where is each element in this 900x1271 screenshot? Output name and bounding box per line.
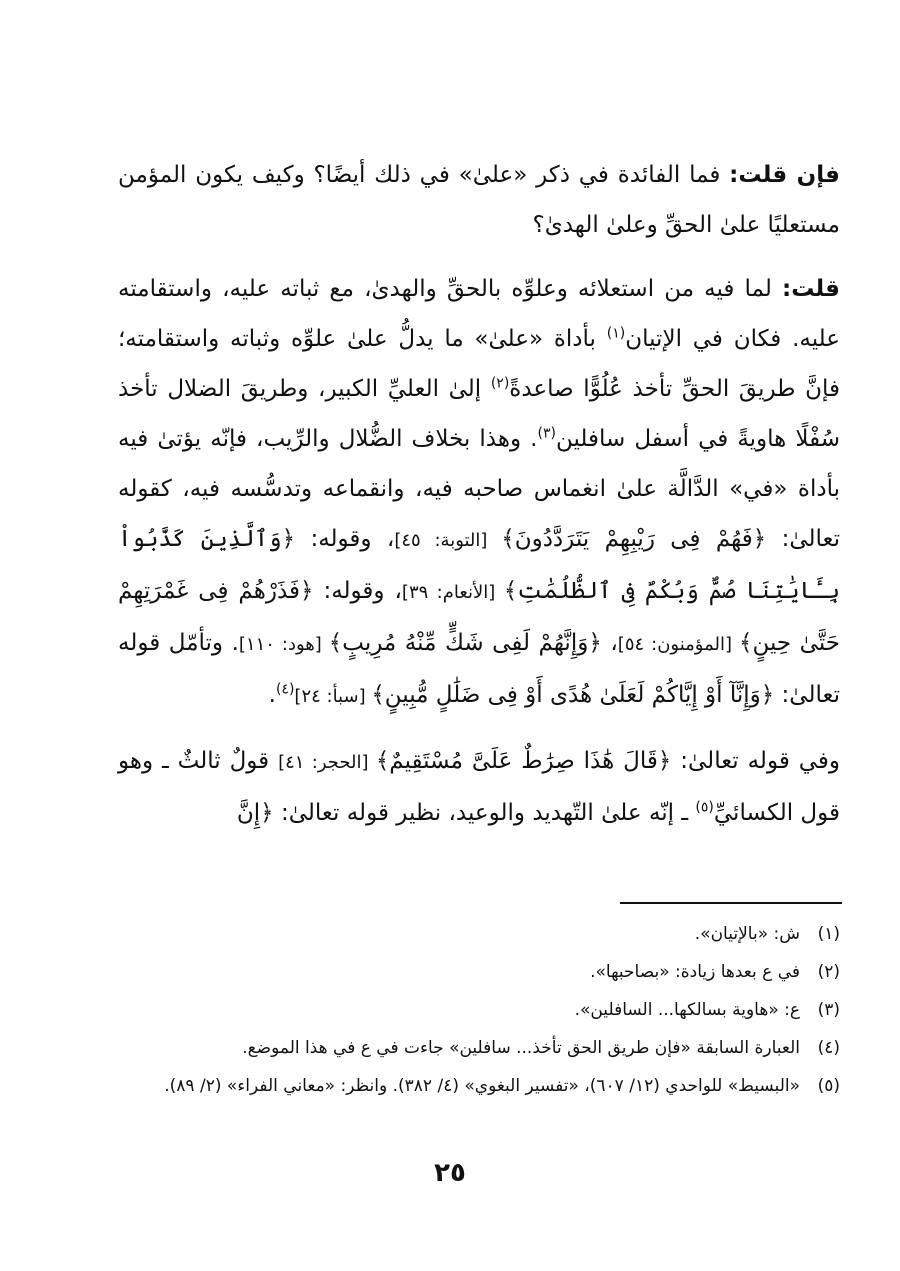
quran-verse: ﴿وَٱلَّذِينَ كَذَّبُواْ بِـَٔايَٰتِنَا صُمٌّ وَبُكْمٌ فِى ٱلظُّلُمَٰتِ﴾ bbox=[118, 526, 841, 604]
verse-reference: [الأنعام: ٣٩] bbox=[401, 582, 504, 603]
paragraph-text: بأداة «علىٰ» ما يدلُّ علىٰ علوِّه وثباته واستقامته؛ فإنَّ طريقَ الحقِّ تأخذ عُلُوًّا صاعدةً bbox=[118, 326, 840, 402]
paragraph-third-opinion bbox=[118, 736, 840, 838]
footnote-text: ع: «هاوية بسالكها... السافلين». bbox=[574, 1000, 800, 1020]
verse-reference: [سبأ: ٢٤] bbox=[294, 686, 372, 707]
footnote-number: (٣) bbox=[817, 1000, 840, 1020]
footnote-item bbox=[118, 915, 840, 953]
footnote-item bbox=[118, 1067, 840, 1105]
paragraph-text: ـ إنّه علىٰ التّهديد والوعيد، نظير قوله تعالىٰ: bbox=[273, 800, 696, 826]
footnotes bbox=[118, 915, 840, 1105]
paragraph-text: فما الفائدة في ذكر «علىٰ» في ذلك أيضًا؟ وكيف يكون المؤمن مستعليًا علىٰ الحقِّ وعلىٰ الهدىٰ؟ bbox=[118, 162, 840, 238]
quran-verse: ﴿وَإِنَّهُمْ لَفِى شَكٍّ مِّنْهُ مُرِيبٍ﴾ bbox=[328, 630, 602, 656]
footnote-number: (١) bbox=[817, 924, 840, 944]
footnote-number: (٢) bbox=[817, 962, 840, 982]
paragraph-text: . وتأمّل قوله تعالىٰ: bbox=[118, 630, 840, 708]
page-number: ٢٥ bbox=[434, 1158, 466, 1188]
paragraph-text: قولٌ ثالثٌ ـ وهو قول الكسائيِّ bbox=[118, 748, 840, 826]
footnote-marker: (٥) bbox=[695, 799, 714, 816]
footnote-text: ش: «بالإتيان». bbox=[694, 924, 800, 944]
paragraph-answer bbox=[118, 264, 840, 722]
paragraph-text: . وهذا بخلاف الضُّلال والرِّيب، فإنّه يؤتىٰ فيه بأداة «في» الدَّالَّة علىٰ انغماس صاحبه فيه، وانقماعه وتدسُّسه فيه، كقوله تعالىٰ: bbox=[118, 426, 841, 552]
paragraph-question bbox=[118, 150, 840, 250]
quran-verse: ﴿فَهُمْ فِى رَيْبِهِمْ يَتَرَدَّدُونَ﴾ bbox=[501, 526, 767, 552]
paragraph-lead: فإن قلت: bbox=[729, 162, 840, 188]
quran-verse: ﴿إِنَّ bbox=[236, 800, 274, 826]
footnote-item bbox=[118, 1029, 840, 1067]
main-text bbox=[118, 150, 840, 852]
verse-reference: [هود: ١١٠] bbox=[238, 634, 329, 655]
footnote-item bbox=[118, 953, 840, 991]
footnote-number: (٥) bbox=[817, 1076, 840, 1096]
footnote-marker: (٤) bbox=[275, 681, 295, 698]
footnote-text: في ع بعدها زيادة: «بصاحبها». bbox=[590, 962, 800, 982]
paragraph-text: ، وقوله: bbox=[313, 578, 402, 604]
quran-verse: ﴿قَالَ هَٰذَا صِرَٰطٌ عَلَىَّ مُسْتَقِيمٌ﴾ bbox=[375, 748, 672, 774]
footnote-marker: (٢) bbox=[490, 375, 510, 392]
paragraph-text: ، bbox=[601, 630, 618, 656]
paragraph-text: . bbox=[268, 682, 276, 708]
footnote-marker: (٣) bbox=[537, 425, 556, 442]
footnote-text: «البسيط» للواحدي (١٢/ ٦٠٧)، «تفسير البغوي» (٤/ ٣٨٢). وانظر: «معاني الفراء» (٢/ ٨٩). bbox=[164, 1076, 800, 1096]
paragraph-text: لما فيه من استعلائه وعلوِّه بالحقِّ والهدىٰ، مع ثباته عليه، واستقامته عليه. فكان في الإتيان bbox=[118, 276, 840, 352]
footnote-item bbox=[118, 991, 840, 1029]
footnote-text: العبارة السابقة «فإن طريق الحق تأخذ... سافلين» جاءت في ع في هذا الموضع. bbox=[242, 1038, 800, 1058]
quran-verse: ﴿فَذَرْهُمْ فِى غَمْرَتِهِمْ حَتَّىٰ حِينٍ﴾ bbox=[118, 578, 841, 656]
verse-reference: [الحجر: ٤١] bbox=[278, 752, 376, 773]
footnote-marker: (١) bbox=[606, 325, 626, 342]
paragraph-text: إلىٰ العليِّ الكبير، وطريقَ الضلال تأخذ سُفْلًا هاويةً في أسفل سافلين bbox=[118, 376, 840, 452]
verse-reference: [التوبة: ٤٥] bbox=[394, 530, 502, 551]
paragraph-lead: قلت: bbox=[782, 276, 840, 302]
paragraph-text: ، وقوله: bbox=[295, 526, 395, 552]
verse-reference: [المؤمنون: ٥٤] bbox=[617, 634, 739, 655]
quran-verse: ﴿وَإِنَّآ أَوْ إِيَّاكُمْ لَعَلَىٰ هُدًى أَوْ فِى ضَلَٰلٍ مُّبِينٍ﴾ bbox=[371, 682, 775, 708]
footnote-divider bbox=[620, 902, 842, 904]
paragraph-text: وفي قوله تعالىٰ: bbox=[671, 748, 840, 774]
footnote-number: (٤) bbox=[817, 1038, 840, 1058]
